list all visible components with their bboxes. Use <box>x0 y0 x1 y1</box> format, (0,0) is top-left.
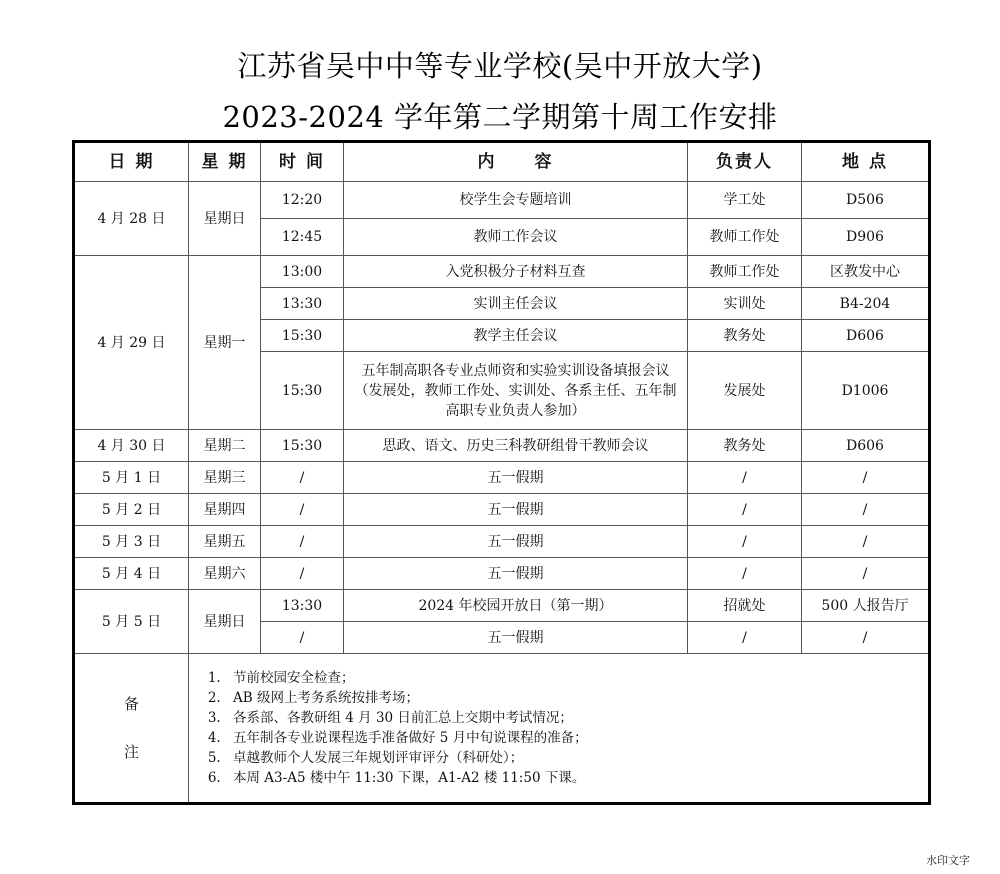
owner-cell: 教务处 <box>688 430 802 462</box>
note-item: 3. 各系部、各教研组 4 月 30 日前汇总上交期中考试情况； <box>225 708 922 728</box>
table-row <box>74 462 930 494</box>
note-item: 6. 本周 A3-A5 楼中午 11:30 下课，A1-A2 楼 11:50 下课。 <box>225 768 922 788</box>
table-row <box>74 526 930 558</box>
owner-cell: / <box>688 494 802 526</box>
note-item: 2. AB 级网上考务系统按排考场； <box>225 688 922 708</box>
weekday-cell: 星期四 <box>189 494 261 526</box>
table-row <box>74 256 930 288</box>
time-cell: 13:30 <box>261 288 344 320</box>
watermark-text: 水印文字 <box>926 854 970 867</box>
location-cell: 区教发中心 <box>802 256 930 288</box>
content-cell: 五一假期 <box>344 558 688 590</box>
owner-cell: / <box>688 558 802 590</box>
document-title: 江苏省吴中中等专业学校(吴中开放大学) <box>237 49 763 83</box>
location-cell: / <box>802 526 930 558</box>
time-cell: / <box>261 462 344 494</box>
table-row <box>74 494 930 526</box>
owner-cell: / <box>688 526 802 558</box>
weekday-cell: 星期五 <box>189 526 261 558</box>
weekday-cell: 星期二 <box>189 430 261 462</box>
content-cell: 实训主任会议 <box>344 288 688 320</box>
header-content: 内 容 <box>344 142 688 182</box>
location-cell: / <box>802 622 930 654</box>
content-cell: 五年制高职各专业点师资和实验实训设备填报会议（发展处，教师工作处、实训处、各系主任、五年制高职专业负责人参加） <box>344 352 688 430</box>
content-cell: 五一假期 <box>344 494 688 526</box>
note-item: 5. 卓越教师个人发展三年规划评审评分（科研处）； <box>225 748 922 768</box>
time-cell: / <box>261 558 344 590</box>
header-location: 地 点 <box>802 142 930 182</box>
location-cell: B4-204 <box>802 288 930 320</box>
table-row <box>74 182 930 219</box>
time-cell: 15:30 <box>261 352 344 430</box>
date-cell: 5 月 2 日 <box>74 494 189 526</box>
header-date: 日 期 <box>74 142 189 182</box>
table-row <box>74 430 930 462</box>
owner-cell: / <box>688 622 802 654</box>
time-cell: / <box>261 526 344 558</box>
location-cell: D506 <box>802 182 930 219</box>
header-owner: 负责人 <box>688 142 802 182</box>
time-cell: 13:00 <box>261 256 344 288</box>
time-cell: 15:30 <box>261 320 344 352</box>
time-cell: 15:30 <box>261 430 344 462</box>
location-cell: / <box>802 462 930 494</box>
notes-label-bottom: 注 <box>123 743 139 761</box>
header-row <box>74 142 930 182</box>
notes-row <box>74 654 930 804</box>
owner-cell: 招就处 <box>688 590 802 622</box>
content-cell: 教学主任会议 <box>344 320 688 352</box>
notes-label-top: 备 <box>123 695 139 713</box>
owner-cell: 发展处 <box>688 352 802 430</box>
owner-cell: 学工处 <box>688 182 802 219</box>
content-cell: 思政、语文、历史三科教研组骨干教师会议 <box>344 430 688 462</box>
date-cell: 4 月 29 日 <box>74 256 189 430</box>
owner-cell: 教师工作处 <box>688 219 802 256</box>
content-cell: 五一假期 <box>344 526 688 558</box>
date-cell: 5 月 5 日 <box>74 590 189 654</box>
time-cell: / <box>261 622 344 654</box>
content-cell: 教师工作会议 <box>344 219 688 256</box>
content-cell: 五一假期 <box>344 622 688 654</box>
content-cell: 校学生会专题培训 <box>344 182 688 219</box>
weekday-cell: 星期一 <box>189 256 261 430</box>
location-cell: D606 <box>802 320 930 352</box>
time-cell: 12:20 <box>261 182 344 219</box>
weekday-cell: 星期日 <box>189 182 261 256</box>
schedule-table <box>72 140 931 805</box>
location-cell: D1006 <box>802 352 930 430</box>
date-cell: 5 月 3 日 <box>74 526 189 558</box>
date-cell: 5 月 1 日 <box>74 462 189 494</box>
owner-cell: / <box>688 462 802 494</box>
note-item: 4. 五年制各专业说课程选手准备做好 5 月中旬说课程的准备； <box>225 728 922 748</box>
header-time: 时 间 <box>261 142 344 182</box>
content-cell: 五一假期 <box>344 462 688 494</box>
weekday-cell: 星期三 <box>189 462 261 494</box>
date-cell: 4 月 28 日 <box>74 182 189 256</box>
time-cell: 12:45 <box>261 219 344 256</box>
content-cell: 入党积极分子材料互查 <box>344 256 688 288</box>
table-row <box>74 590 930 622</box>
document-subtitle: 2023-2024 学年第二学期第十周工作安排 <box>222 100 778 134</box>
table-row <box>74 558 930 590</box>
owner-cell: 实训处 <box>688 288 802 320</box>
location-cell: 500 人报告厅 <box>802 590 930 622</box>
notes-label <box>74 654 189 804</box>
notes-content <box>189 654 930 804</box>
content-cell: 2024 年校园开放日（第一期） <box>344 590 688 622</box>
location-cell: D606 <box>802 430 930 462</box>
header-weekday: 星 期 <box>189 142 261 182</box>
owner-cell: 教师工作处 <box>688 256 802 288</box>
note-item: 1. 节前校园安全检查； <box>225 668 922 688</box>
time-cell: 13:30 <box>261 590 344 622</box>
weekday-cell: 星期日 <box>189 590 261 654</box>
date-cell: 4 月 30 日 <box>74 430 189 462</box>
location-cell: / <box>802 558 930 590</box>
notes-list <box>199 668 922 788</box>
time-cell: / <box>261 494 344 526</box>
weekday-cell: 星期六 <box>189 558 261 590</box>
date-cell: 5 月 4 日 <box>74 558 189 590</box>
location-cell: D906 <box>802 219 930 256</box>
owner-cell: 教务处 <box>688 320 802 352</box>
location-cell: / <box>802 494 930 526</box>
